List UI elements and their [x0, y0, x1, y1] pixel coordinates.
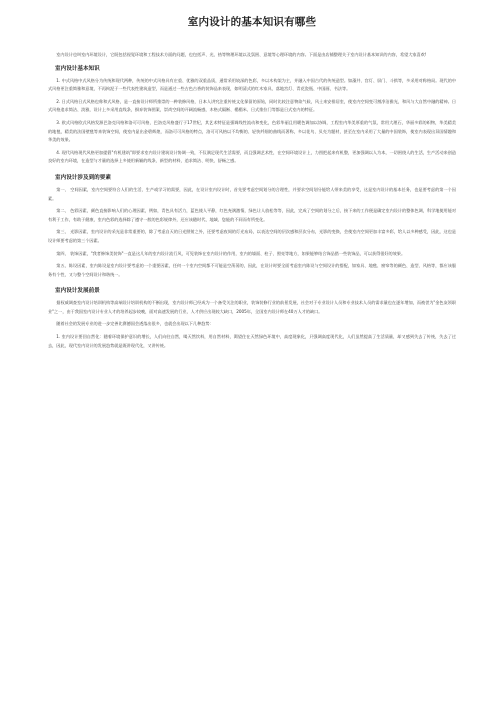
section-design-elements: [48, 173, 456, 279]
paragraph-modern-style: 4. 现代风格现代风格更加提倡"有机建筑"即要求室内设计建筑设计协调一致，不仅满足现代生活需要，而且强调艺术性，在空间环境设计上，力图把起来有机整，更加强调以人为本，一切围绕人的生活，生产活动来创造良好的室内环境，在造型与才量的选择上多使用新颖的线条、新型的材料，追求简洁、明快、舒畅之感。: [48, 149, 456, 164]
section-basic-knowledge: [48, 64, 456, 166]
paragraph-industry-demand: 据权威调查室内设计培训机构等高端设计培训机构的不断出现，室内设计师已经成为一个备受关注的职业，装饰装修行业的前景发展，社会对于专业设计人员和专业技术人员的需求量也在逐年增加，而被誉为"金色灰领职业"之一，由于我国室内设计专业人才的培养起步较晚，面对高速发展的行业，人才供应出现较大缺口，2005年，全国室内设计师在40万人才的缺口。: [48, 300, 456, 314]
paragraph-european-style: 3. 欧式风格欧式风格发源巴洛克风格和洛可可风格，巴洛克风格盛行于17世纪，其艺术特征是强调线性流动和变化，色彩华丽且用暖色调加以协调，工程室内华美厚重的气氛，常用大理石，华丽多彩的织物，华美精美的地毯，精美的法国壁毯等来装饰空间，使室内显出金碧辉煌，而洛可可风格的特点，洛可可风格以不均衡的、轻快纤细的曲线而著称，多以花鸟、贝壳为题材，甚至在室内采用了大量的中国装饰，使室内表现出异国情趣和华美的效果。: [48, 119, 456, 143]
paragraph-trend-nature: 1. 室内设计要回自然化：随着环境保护意识的增长，人们向往自然，喝天然饮料，用自然材料，渴望住在天然绿色环境中，高度现象化，只强调高度现代化，人们虽然提高了生活质量，却又感到失去了传统，失去了过去，因此，现代室内设计的发展趋势就是既讲现代化，又讲传统。: [48, 334, 456, 348]
page-title: 室内设计的基本知识有哪些: [187, 16, 317, 28]
paragraph-color-factor: 第二、 色彩因素，颜色直接影响人们的心理因素，例如，青色具有活力，蓝色使人平静，红色充满激情，绿色让人放松等等，因此，完成了空间的划分之后，接下来的工作便是确定室内设计的整体色调，科学地使用能对有利于工作，有助于健康，室内色彩的选择除了遵守一般的色彩规律外，还应该随时代、地域、您能的不同而有所变化。: [48, 208, 456, 222]
paragraph-japanese-style: 2. 日式风格日式风格也称和式风格，是一直接设计师所推崇的一种装修风格，日本人讲究注重传统文化保留的原始，同时比较注意物欲气候，风土来安排居室，使室内空间变可割净洁雅光，和风与大自然中融的精神。日式风格追求简洁、淡雅，设计上多采用直线条，摒弃装饰图案，崇尚空间的开阔流畅感，木格式隔断、榻榻米、日式推拉门等都是日式室内的特征。: [48, 98, 456, 113]
paragraph-light-factor: 第三、 光影因素，室内设计的采光是非常重要的，除了考虑自天的日光照射之外，还要考虑夜间的灯光布局，以表达空间的层次感和层次分布，光影的变换，会使室内空间更加丰富多彩，给人以多种感受，因此，这也是设计师要考虑的第三个因素。: [48, 229, 456, 243]
section-heading: 室内设计发展前景: [55, 288, 100, 295]
section-development-prospects: [48, 286, 456, 350]
paragraph-trends-intro: 随着社会的发展专业的进一步完善比赛德国会透落出很多，也就会出现以下几种趋势：: [56, 321, 214, 327]
intro-paragraph: 室内设计也叫室内环境设计，它既包括视觉环境和工程技术方面的问题，也包括声、光、热等物理环境以及氛围、意境等心理环境的内容。下面是由店铺整理关于室内设计基本知识的内容，希望大家喜欢!: [56, 52, 427, 57]
paragraph-furnishing-factor: 第五、陈设因素，室内陈设是室内设计要考虑的一个重要因素，任何一个室内空间都不可能是空荡荡的，因此，在设计时要全面考虑室内陈设与空间设计的搭配，如家具、地毯、窗帘等的颜色、造型、风格等，都应该服务有个性，又与整个空间设计和谐统一。: [48, 263, 456, 277]
paragraph-chinese-style: 1. 中式风格中式风格分为传统和现代两种，传统的中式风格具有庄重、优雅的双重品质，通常采用较深的色彩，多以木构架为主，并融入中国古代的传统造型。如藻井、宫灯、屏门、斗拱等，多采用对称格局。现代的中式风格更注重简雅和意境，不再拘泥于一些代表性建筑造型，而是通过一些古色古香的装饰品来表现，如明清式的红木家具、落地宫灯、青花瓷瓶、中国画、书法等。: [48, 77, 456, 92]
paragraph-decoration-factor: 第四、 装饰因素，"我者修饰美装饰"一直是这几年的室内设计流行风，可见装饰在室内设计的作用，室内的墙面、柱子、照亮等地方，如果能够结合饰品搭一些装饰品，可以获得很好的效果。: [56, 250, 406, 256]
paragraph-space-factor: 第一、 空间因素，室内空间要符合人们的生活，生产或学习的需要，因此，在设计室内设计时，首先要考虑空间划分的合理性，并要求空间划分能给人带来美的享受，这是室内设计的基本任务，也是要考虑的第一个因素。: [48, 186, 456, 201]
section-heading: 室内设计基本知识: [55, 65, 100, 72]
section-heading: 室内设计涉及到的要素: [55, 174, 111, 181]
